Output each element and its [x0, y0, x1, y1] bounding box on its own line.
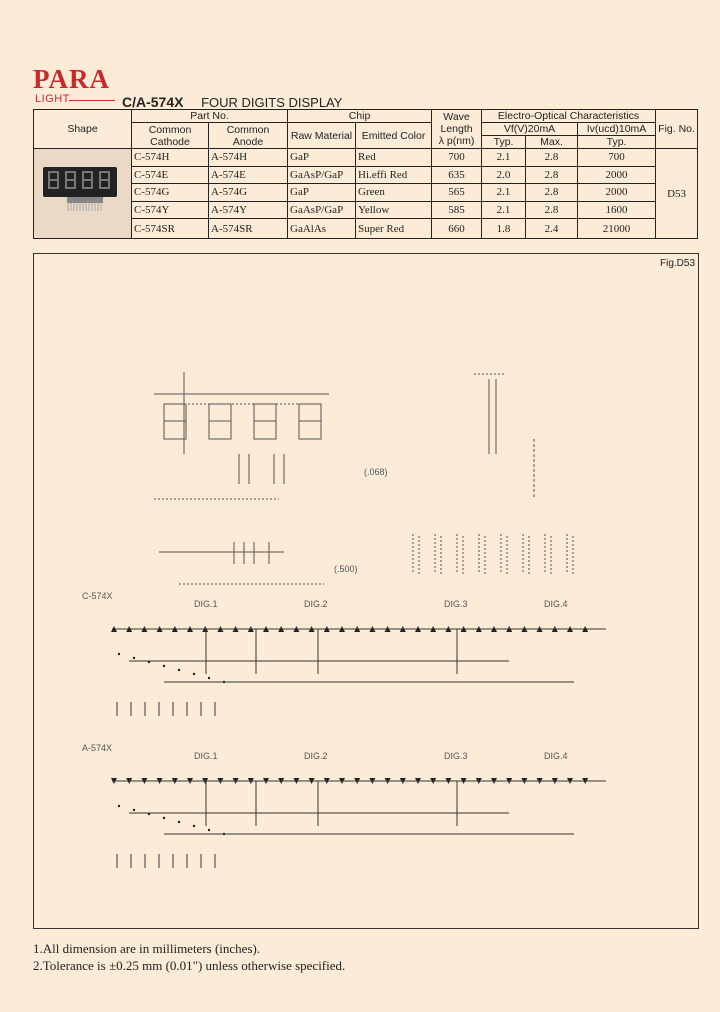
- header-eo: Electro-Optical Characteristics: [482, 110, 656, 123]
- dim-side: (.068): [364, 467, 388, 477]
- ca-cell: A-574G: [209, 184, 288, 202]
- junction: [148, 661, 150, 663]
- digit-label: DIG.1: [194, 751, 218, 761]
- raw-cell: GaAsP/GaP: [288, 201, 356, 219]
- header-shape: Shape: [34, 110, 132, 149]
- shape-image: [34, 149, 132, 239]
- brand-name: PARA: [33, 64, 110, 94]
- circuit-label: A-574X: [82, 743, 113, 753]
- ca-cell: A-574SR: [209, 219, 288, 239]
- iv-cell: 2000: [578, 166, 656, 184]
- brand-logo: [33, 64, 113, 105]
- table-row: [34, 219, 698, 239]
- junction: [208, 829, 210, 831]
- ca-cell: A-574Y: [209, 201, 288, 219]
- display-photo: [35, 149, 131, 235]
- vf-typ-cell: 2.1: [482, 184, 526, 202]
- cc-cell: C-574G: [132, 184, 209, 202]
- dim-pitch: (.500): [334, 564, 358, 574]
- page-title: [122, 94, 342, 110]
- junction: [163, 817, 165, 819]
- digit-outline: [254, 404, 276, 439]
- digit-label: DIG.2: [304, 599, 328, 609]
- raw-cell: GaP: [288, 184, 356, 202]
- notes: [33, 940, 345, 974]
- logo-rule: [69, 100, 115, 101]
- digit-label: DIG.3: [444, 751, 468, 761]
- header-typ: Typ.: [482, 136, 526, 149]
- header-common-anode: Common Anode: [209, 123, 288, 149]
- header-wave-2: Length: [440, 123, 473, 135]
- iv-cell: 1600: [578, 201, 656, 219]
- bottom-view: [159, 534, 573, 584]
- segment-mark: [413, 534, 419, 576]
- header-wave-3: λ p(nm): [438, 135, 475, 147]
- color-cell: Yellow: [356, 201, 432, 219]
- cc-cell: C-574SR: [132, 219, 209, 239]
- digit-outline: [164, 404, 186, 439]
- digit-label: DIG.2: [304, 751, 328, 761]
- part-number-title: C/A-574X: [122, 94, 184, 110]
- spec-table: [33, 109, 698, 239]
- header-max: Max.: [526, 136, 578, 149]
- vf-max-cell: 2.8: [526, 184, 578, 202]
- title-description: FOUR DIGITS DISPLAY: [201, 95, 343, 110]
- dimension-figure: [33, 253, 699, 929]
- fig-no-cell: D53: [656, 149, 698, 239]
- header-part-no: Part No.: [132, 110, 288, 123]
- wave-cell: 700: [432, 149, 482, 167]
- junction: [133, 809, 135, 811]
- wave-cell: 635: [432, 166, 482, 184]
- junction: [118, 653, 120, 655]
- header-wave-1: Wave: [443, 111, 470, 123]
- header-iv: Iv(ucd)10mA: [578, 123, 656, 136]
- digit-label: DIG.4: [544, 751, 568, 761]
- junction: [118, 805, 120, 807]
- junction: [193, 673, 195, 675]
- junction: [178, 669, 180, 671]
- vf-typ-cell: 2.1: [482, 149, 526, 167]
- junction: [178, 821, 180, 823]
- digit-outline: [209, 404, 231, 439]
- header-emitted-color: Emitted Color: [356, 123, 432, 149]
- junction: [163, 665, 165, 667]
- wave-cell: 660: [432, 219, 482, 239]
- digit-label: DIG.1: [194, 599, 218, 609]
- header-chip: Chip: [288, 110, 432, 123]
- header-fig: Fig. No.: [656, 110, 698, 149]
- junction: [193, 825, 195, 827]
- junction: [208, 677, 210, 679]
- wave-cell: 585: [432, 201, 482, 219]
- segment-mark: [435, 534, 441, 576]
- segment-mark: [567, 534, 573, 576]
- brand-sub: LIGHT: [35, 93, 70, 105]
- note-1: 1.All dimension are in millimeters (inches).: [33, 941, 261, 956]
- vf-max-cell: 2.8: [526, 201, 578, 219]
- color-cell: Red: [356, 149, 432, 167]
- figure-label: Fig.D53: [659, 258, 695, 269]
- segment-mark: [523, 534, 529, 576]
- vf-max-cell: 2.8: [526, 149, 578, 167]
- segment-mark: [501, 534, 507, 576]
- circuit-label: C-574X: [82, 591, 113, 601]
- cc-cell: C-574E: [132, 166, 209, 184]
- segment-mark: [479, 534, 485, 576]
- iv-cell: 2000: [578, 184, 656, 202]
- segment-mark: [457, 534, 463, 576]
- vf-typ-cell: 2.0: [482, 166, 526, 184]
- front-view: [154, 372, 329, 499]
- note-2: 2.Tolerance is ±0.25 mm (0.01") unless otherwise specified.: [33, 958, 346, 973]
- ca-cell: A-574E: [209, 166, 288, 184]
- header-vf: Vf(V)20mA: [482, 123, 578, 136]
- vf-max-cell: 2.4: [526, 219, 578, 239]
- table-row: [34, 184, 698, 202]
- raw-cell: GaAlAs: [288, 219, 356, 239]
- table-row: [34, 149, 698, 167]
- table-row: [34, 201, 698, 219]
- iv-cell: 700: [578, 149, 656, 167]
- cc-cell: C-574H: [132, 149, 209, 167]
- vf-max-cell: 2.8: [526, 166, 578, 184]
- raw-cell: GaP: [288, 149, 356, 167]
- color-cell: Super Red: [356, 219, 432, 239]
- header-wave: [432, 110, 482, 149]
- digit-label: DIG.4: [544, 599, 568, 609]
- digit-outline: [299, 404, 321, 439]
- header-typ2: Typ.: [578, 136, 656, 149]
- wave-cell: 565: [432, 184, 482, 202]
- header-raw-material: Raw Material: [288, 123, 356, 149]
- side-view: [474, 374, 534, 499]
- vf-typ-cell: 1.8: [482, 219, 526, 239]
- junction: [223, 833, 225, 835]
- raw-cell: GaAsP/GaP: [288, 166, 356, 184]
- ca-cell: A-574H: [209, 149, 288, 167]
- junction: [223, 681, 225, 683]
- header-common-cathode: Common Cathode: [132, 123, 209, 149]
- iv-cell: 21000: [578, 219, 656, 239]
- figure-drawing: [34, 254, 698, 928]
- table-row: [34, 166, 698, 184]
- junction: [133, 657, 135, 659]
- color-cell: Hi.effi Red: [356, 166, 432, 184]
- junction: [148, 813, 150, 815]
- digit-label: DIG.3: [444, 599, 468, 609]
- cc-cell: C-574Y: [132, 201, 209, 219]
- vf-typ-cell: 2.1: [482, 201, 526, 219]
- color-cell: Green: [356, 184, 432, 202]
- segment-mark: [545, 534, 551, 576]
